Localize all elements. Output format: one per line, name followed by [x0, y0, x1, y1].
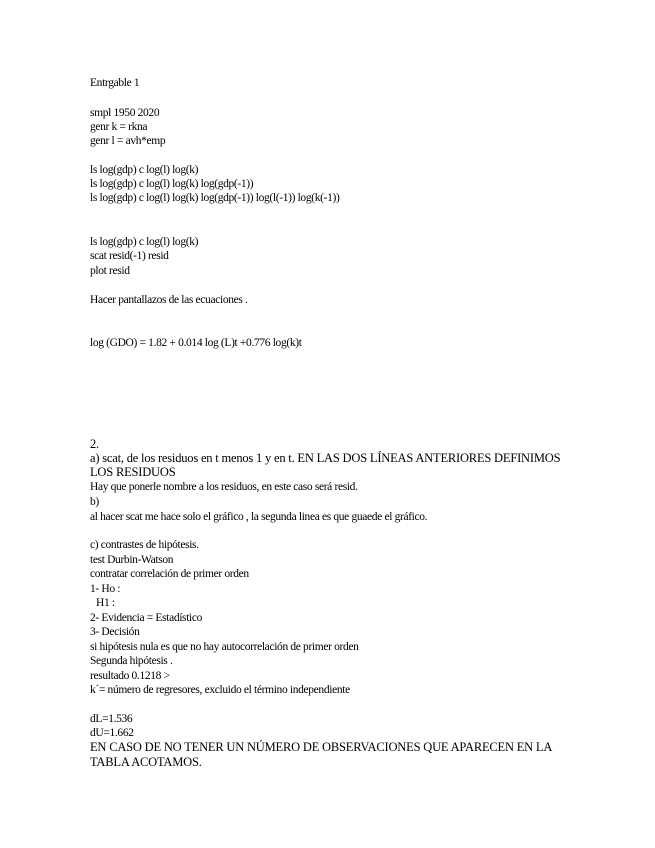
paragraph-b-text: al hacer scat me hace solo el gráfico , la segunda linea es que guaede el gráfico.: [90, 511, 428, 523]
code-line-ls-1: ls log(gdp) c log(l) log(k): [90, 164, 199, 176]
note-caps-cont: TABLA ACOTAMOS.: [90, 755, 202, 769]
dl-value: dL=1.536: [90, 713, 133, 725]
paragraph-c: c) contrastes de hipótesis.: [90, 539, 199, 551]
code-line-genr-k: genr k = rkna: [90, 121, 148, 133]
hypothesis-text: si hipótesis nula es que no hay autocorrelación de primer orden: [90, 641, 359, 653]
paragraph-resid: Hay que ponerle nombre a los residuos, en este caso será resid.: [90, 481, 358, 493]
second-hypothesis: Segunda hipótesis .: [90, 655, 173, 667]
document-title: Entrgable 1: [90, 77, 140, 89]
du-value: dU=1.662: [90, 727, 134, 739]
paragraph-b: b): [90, 496, 99, 508]
code-line-ls-2: ls log(gdp) c log(l) log(k) log(gdp(-1)): [90, 178, 254, 190]
code-line-ls-3: ls log(gdp) c log(l) log(k) log(gdp(-1)) log(l(-1)) log(k(-1)): [90, 192, 340, 204]
step-1-h1: H1 :: [96, 597, 115, 609]
step-2: 2- Evidencia = Estadístico: [90, 612, 203, 624]
regressors-text: k´= número de regresores, excluido el término independiente: [90, 684, 350, 696]
result-text: resultado 0.1218 >: [90, 670, 170, 682]
code-line-ls-4: ls log(gdp) c log(l) log(k): [90, 236, 199, 248]
note-caps: EN CASO DE NO TENER UN NÚMERO DE OBSERVACIONES QUE APARECEN EN LA: [90, 740, 553, 754]
test-purpose: contratar correlación de primer orden: [90, 568, 249, 580]
instruction-text: Hacer pantallazos de las ecuaciones .: [90, 294, 248, 306]
code-line-plot: plot resid: [90, 265, 130, 277]
section-number: 2.: [90, 437, 99, 451]
code-line-smpl: smpl 1950 2020: [90, 107, 160, 119]
code-line-scat: scat resid(-1) resid: [90, 250, 169, 262]
paragraph-a: a) scat, de los residuos en t menos 1 y en t. EN LAS DOS LÍNEAS ANTERIORES DEFINIMOS: [90, 451, 561, 465]
code-line-genr-l: genr l = avh*emp: [90, 135, 166, 147]
test-name: test Durbin-Watson: [90, 554, 174, 566]
paragraph-a-cont: LOS RESIDUOS: [90, 465, 176, 479]
step-1-ho: 1- Ho :: [90, 583, 121, 595]
step-3: 3- Decisión: [90, 626, 140, 638]
equation-text: log (GDO) = 1.82 + 0.014 log (L)t +0.776 log(k)t: [90, 337, 302, 349]
